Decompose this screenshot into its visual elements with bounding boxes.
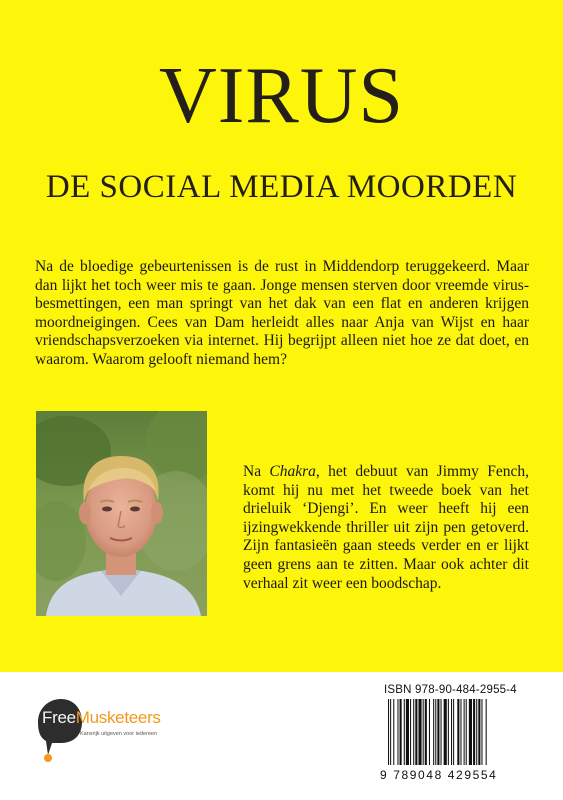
barcode-bar (400, 699, 402, 765)
author-photo (36, 411, 207, 616)
barcode-bar (435, 699, 436, 765)
barcode-bars (380, 699, 539, 767)
barcode-bar (469, 699, 472, 765)
publisher-name (42, 708, 161, 728)
barcode-bar (425, 699, 427, 765)
barcode-bar (460, 699, 461, 765)
barcode-digits: 9 789048 429554 (380, 768, 498, 782)
barcode-bar (415, 699, 417, 765)
barcode-bar (481, 699, 482, 765)
publisher-name-part2: Musketeers (75, 708, 161, 727)
barcode-bar (418, 699, 421, 765)
book-title: VIRUS (158, 52, 405, 140)
synopsis-text: Na de bloedige gebeurtenissen is de rust in Middendorp teruggekeerd. Maar dan lijkt het toch weer mis te gaan. Jonge mensen sterven door vreemde virus-besmettingen, een man springt van het dak van een flat en anderen krijgen moordneigingen. Cees van Dam herleidt alles naar Anja van Wijst en haar vriendschapsverzoeken via internet. Hij begrijpt alleen niet hoe ze dat doet, en waarom. Waarom gelooft niemand hem? (35, 258, 529, 368)
barcode-bar (453, 699, 454, 765)
barcode-bar (404, 699, 405, 765)
barcode-bar (478, 699, 480, 765)
barcode-bar (476, 699, 477, 765)
barcode-bar (448, 699, 449, 765)
barcode-bar (390, 699, 391, 765)
barcode-bar (457, 699, 459, 765)
barcode-bar (451, 699, 452, 765)
barcode-bar (410, 699, 411, 765)
publisher-name-part1: Free (42, 708, 76, 727)
barcode-bar (486, 699, 487, 765)
book-subtitle: DE SOCIAL MEDIA MOORDEN (45, 169, 518, 205)
barcode-bar (429, 699, 430, 765)
barcode-bar (444, 699, 447, 765)
barcode-bar (393, 699, 394, 765)
speech-bubble-icon (36, 695, 86, 765)
barcode-bar (466, 699, 467, 765)
barcode-bar (406, 699, 409, 765)
barcode-bar (397, 699, 398, 765)
isbn-label: ISBN 978-90-484-2955-4 (384, 684, 517, 696)
publisher-logo (36, 695, 216, 765)
isbn-barcode (380, 682, 539, 782)
barcode-bar (413, 699, 414, 765)
author-bio-text (243, 463, 529, 593)
barcode-bar (388, 699, 389, 765)
barcode-bar (464, 699, 465, 765)
barcode-bar (473, 699, 475, 765)
author-bio-book-title: Chakra (269, 463, 316, 480)
barcode-bar (437, 699, 439, 765)
barcode-bar (433, 699, 434, 765)
author-bio-rest: , het debuut van Jimmy Fench, komt hij nu met het tweede boek van het drieluik ‘Djengi’. En weer heeft hij een ijzingwekkende thriller uit zijn pen getoverd. Zijn fantasieën gaan steeds verder en er lijkt geen grens aan te zitten. Maar ook achter dit verhaal zit weer een boodschap. (243, 463, 529, 592)
barcode-bar (423, 699, 424, 765)
author-bio-prefix: Na (243, 463, 270, 480)
barcode-bar (441, 699, 442, 765)
publisher-tagline: Kansrijk uitgeven voor iedereen (80, 731, 158, 737)
